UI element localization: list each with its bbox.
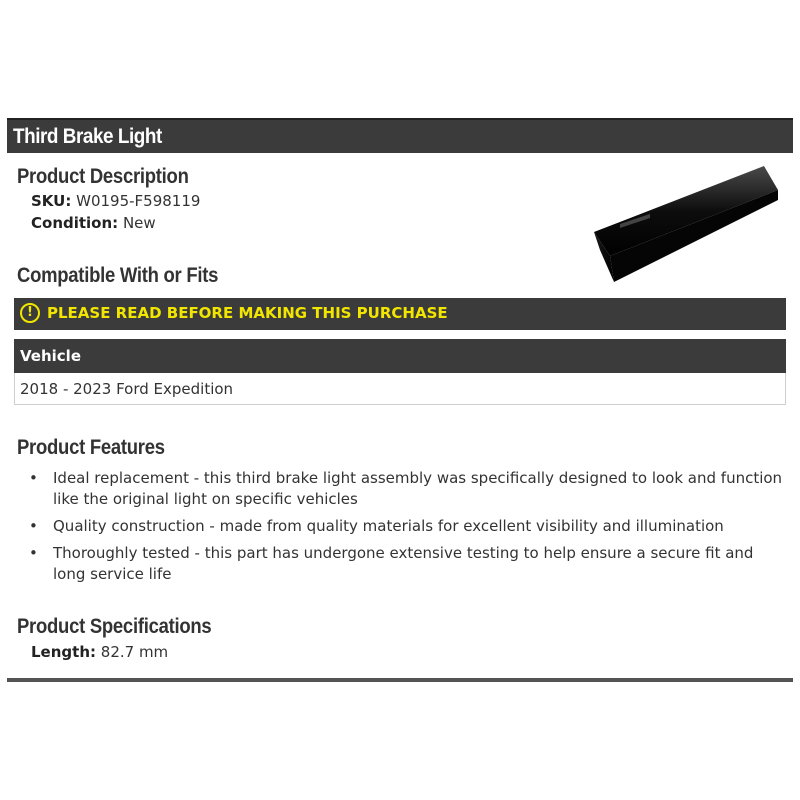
condition-value: New — [122, 214, 156, 232]
bottom-divider — [7, 678, 793, 682]
bullet: • — [29, 544, 38, 562]
page-title: Third Brake Light — [13, 125, 162, 148]
brake-light-product-image — [590, 160, 780, 285]
feature-text: Quality construction - made from quality materials for excellent visibility and illumination — [53, 517, 724, 535]
vehicle-cell: 2018 - 2023 Ford Expedition — [15, 373, 786, 405]
feature-text: Thoroughly tested - this part has undergone extensive testing to help ensure a secure fit and long service life — [53, 544, 754, 583]
bullet: • — [29, 517, 38, 535]
title-bar — [7, 118, 793, 153]
feature-text: Ideal replacement - this third brake light assembly was specifically designed to look and function like the original light on specific vehicles — [53, 469, 783, 508]
warning-banner — [14, 298, 786, 330]
table-header-row — [15, 340, 786, 373]
length-label: Length: — [31, 643, 96, 661]
length-row — [31, 643, 168, 661]
condition-label: Condition: — [31, 214, 119, 232]
table-row — [15, 373, 786, 405]
features-list — [17, 468, 787, 591]
product-description-heading: Product Description — [17, 165, 189, 188]
list-item — [17, 516, 787, 537]
product-features-heading: Product Features — [17, 436, 165, 459]
condition-row — [31, 214, 156, 232]
length-value: 82.7 mm — [100, 643, 169, 661]
list-item — [17, 543, 787, 585]
list-item — [17, 468, 787, 510]
bullet: • — [29, 469, 38, 487]
sku-value: W0195-F598119 — [76, 192, 201, 210]
sku-row — [31, 192, 200, 210]
vehicle-column-header: Vehicle — [15, 340, 786, 373]
warning-text: PLEASE READ BEFORE MAKING THIS PURCHASE — [47, 304, 448, 322]
vehicle-table — [14, 339, 786, 405]
exclamation-circle-icon: ! — [20, 303, 40, 323]
sku-label: SKU: — [31, 192, 72, 210]
compatibility-heading: Compatible With or Fits — [17, 264, 219, 287]
product-specifications-heading: Product Specifications — [17, 615, 212, 638]
